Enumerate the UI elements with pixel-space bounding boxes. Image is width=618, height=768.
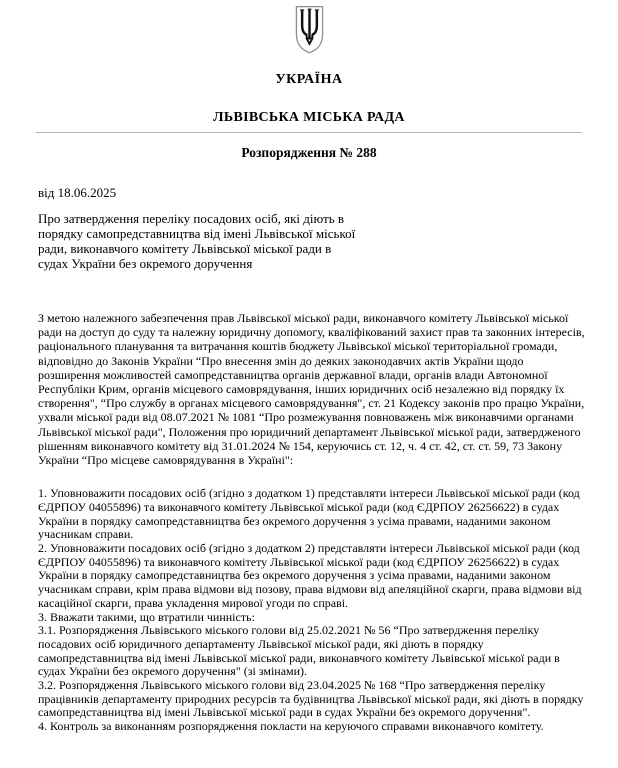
document-date: від 18.06.2025 <box>38 185 117 200</box>
resolution-item-3: 3. Вважати такими, що втратили чинність: <box>38 609 255 624</box>
resolution-item-2: 2. Уповноважити посадових осіб (згідно з додатком 2) представляти інтереси Львівської міської ради (код ЄДРПОУ 04055896) та виконавчого комітету Львівської міської ради (код ЄДРПОУ 26256622) в судах України в порядку самопредставництва без окремого доручення з усіма правами, наданими законом учасникам справи, крім права відмови від позову, права відмови від апеляційної скарги, права відмови від касаційної скарги, права укладення мирової угоди по справі. <box>38 541 582 610</box>
issuing-authority: ЛЬВІВСЬКА МІСЬКА РАДА <box>213 110 405 125</box>
country-name: УКРАЇНА <box>275 72 343 87</box>
header-divider <box>36 132 582 133</box>
document-title: Розпорядження № 288 <box>241 145 377 160</box>
ukraine-trident-icon <box>293 5 326 54</box>
resolution-item-1: 1. Уповноважити посадових осіб (згідно з додатком 1) представляти інтереси Львівської міської ради (код ЄДРПОУ 04055896) та виконавчого комітету Львівської міської ради (код ЄДРПОУ 26256622) в судах України в порядку самопредставництва без окремого доручення з усіма правами, наданими законом учасникам справи. <box>38 486 580 542</box>
resolution-item-3-2: 3.2. Розпорядження Львівського міського голови від 23.04.2025 № 168 “Про затвердження переліку працівників департаменту природних ресурсів та будівництва Львівської міської ради, які діють в порядку самопредставництва від імені Львівської міської ради в судах України без окремого доручення". <box>38 678 584 720</box>
document-subject: Про затвердження переліку посадових осіб, які діють в порядку самопредставництва від імені Львівської міської ради, виконавчого комітету Львівської міської ради в судах України без окремого доручення <box>38 211 356 271</box>
preamble-paragraph: З метою належного забезпечення прав Львівської міської ради, виконавчого комітету Львівської міської ради на доступ до суду та належну юридичну допомогу, кваліфікований захист прав та законних інтересів, раціонального планування та витрачання коштів бюджету Львівської міської територіальної громади, відповідно до Законів України “Про внесення змін до деяких законодавчих актів України щодо розширення можливостей самопредставництва органів державної влади, органів влади Автономної Республіки Крим, органів місцевого самоврядування, інших юридичних осіб незалежно від порядку їх створення", “Про службу в органах місцевого самоврядування", ст. 21 Кодексу законів про працю України, ухвали міської ради від 08.07.2021 № 1081 “Про розмежування повноважень між виконавчими органами Львівської міської ради", Положення про юридичний департамент Львівської міської ради, затвердженого рішенням виконавчого комітету від 31.01.2024 № 154, керуючись ст. 12, ч. 4 ст. 42, ст. ст. 59, 73 Закону України “Про місцеве самоврядування в Україні": <box>38 311 585 468</box>
resolution-item-3-1: 3.1. Розпорядження Львівського міського голови від 25.02.2021 № 56 “Про затвердження переліку посадових осіб юридичного департаменту Львівської міської ради, які діють в порядку самопредставництва від імені Львівської міської ради, виконавчого комітету Львівської міської ради в судах України без окремого доручення" (зі змінами). <box>38 623 560 679</box>
coat-of-arms <box>0 5 618 59</box>
resolution-items <box>38 487 585 734</box>
resolution-item-4: 4. Контроль за виконанням розпорядження покласти на керуючого справами виконавчого комітету. <box>38 719 544 734</box>
